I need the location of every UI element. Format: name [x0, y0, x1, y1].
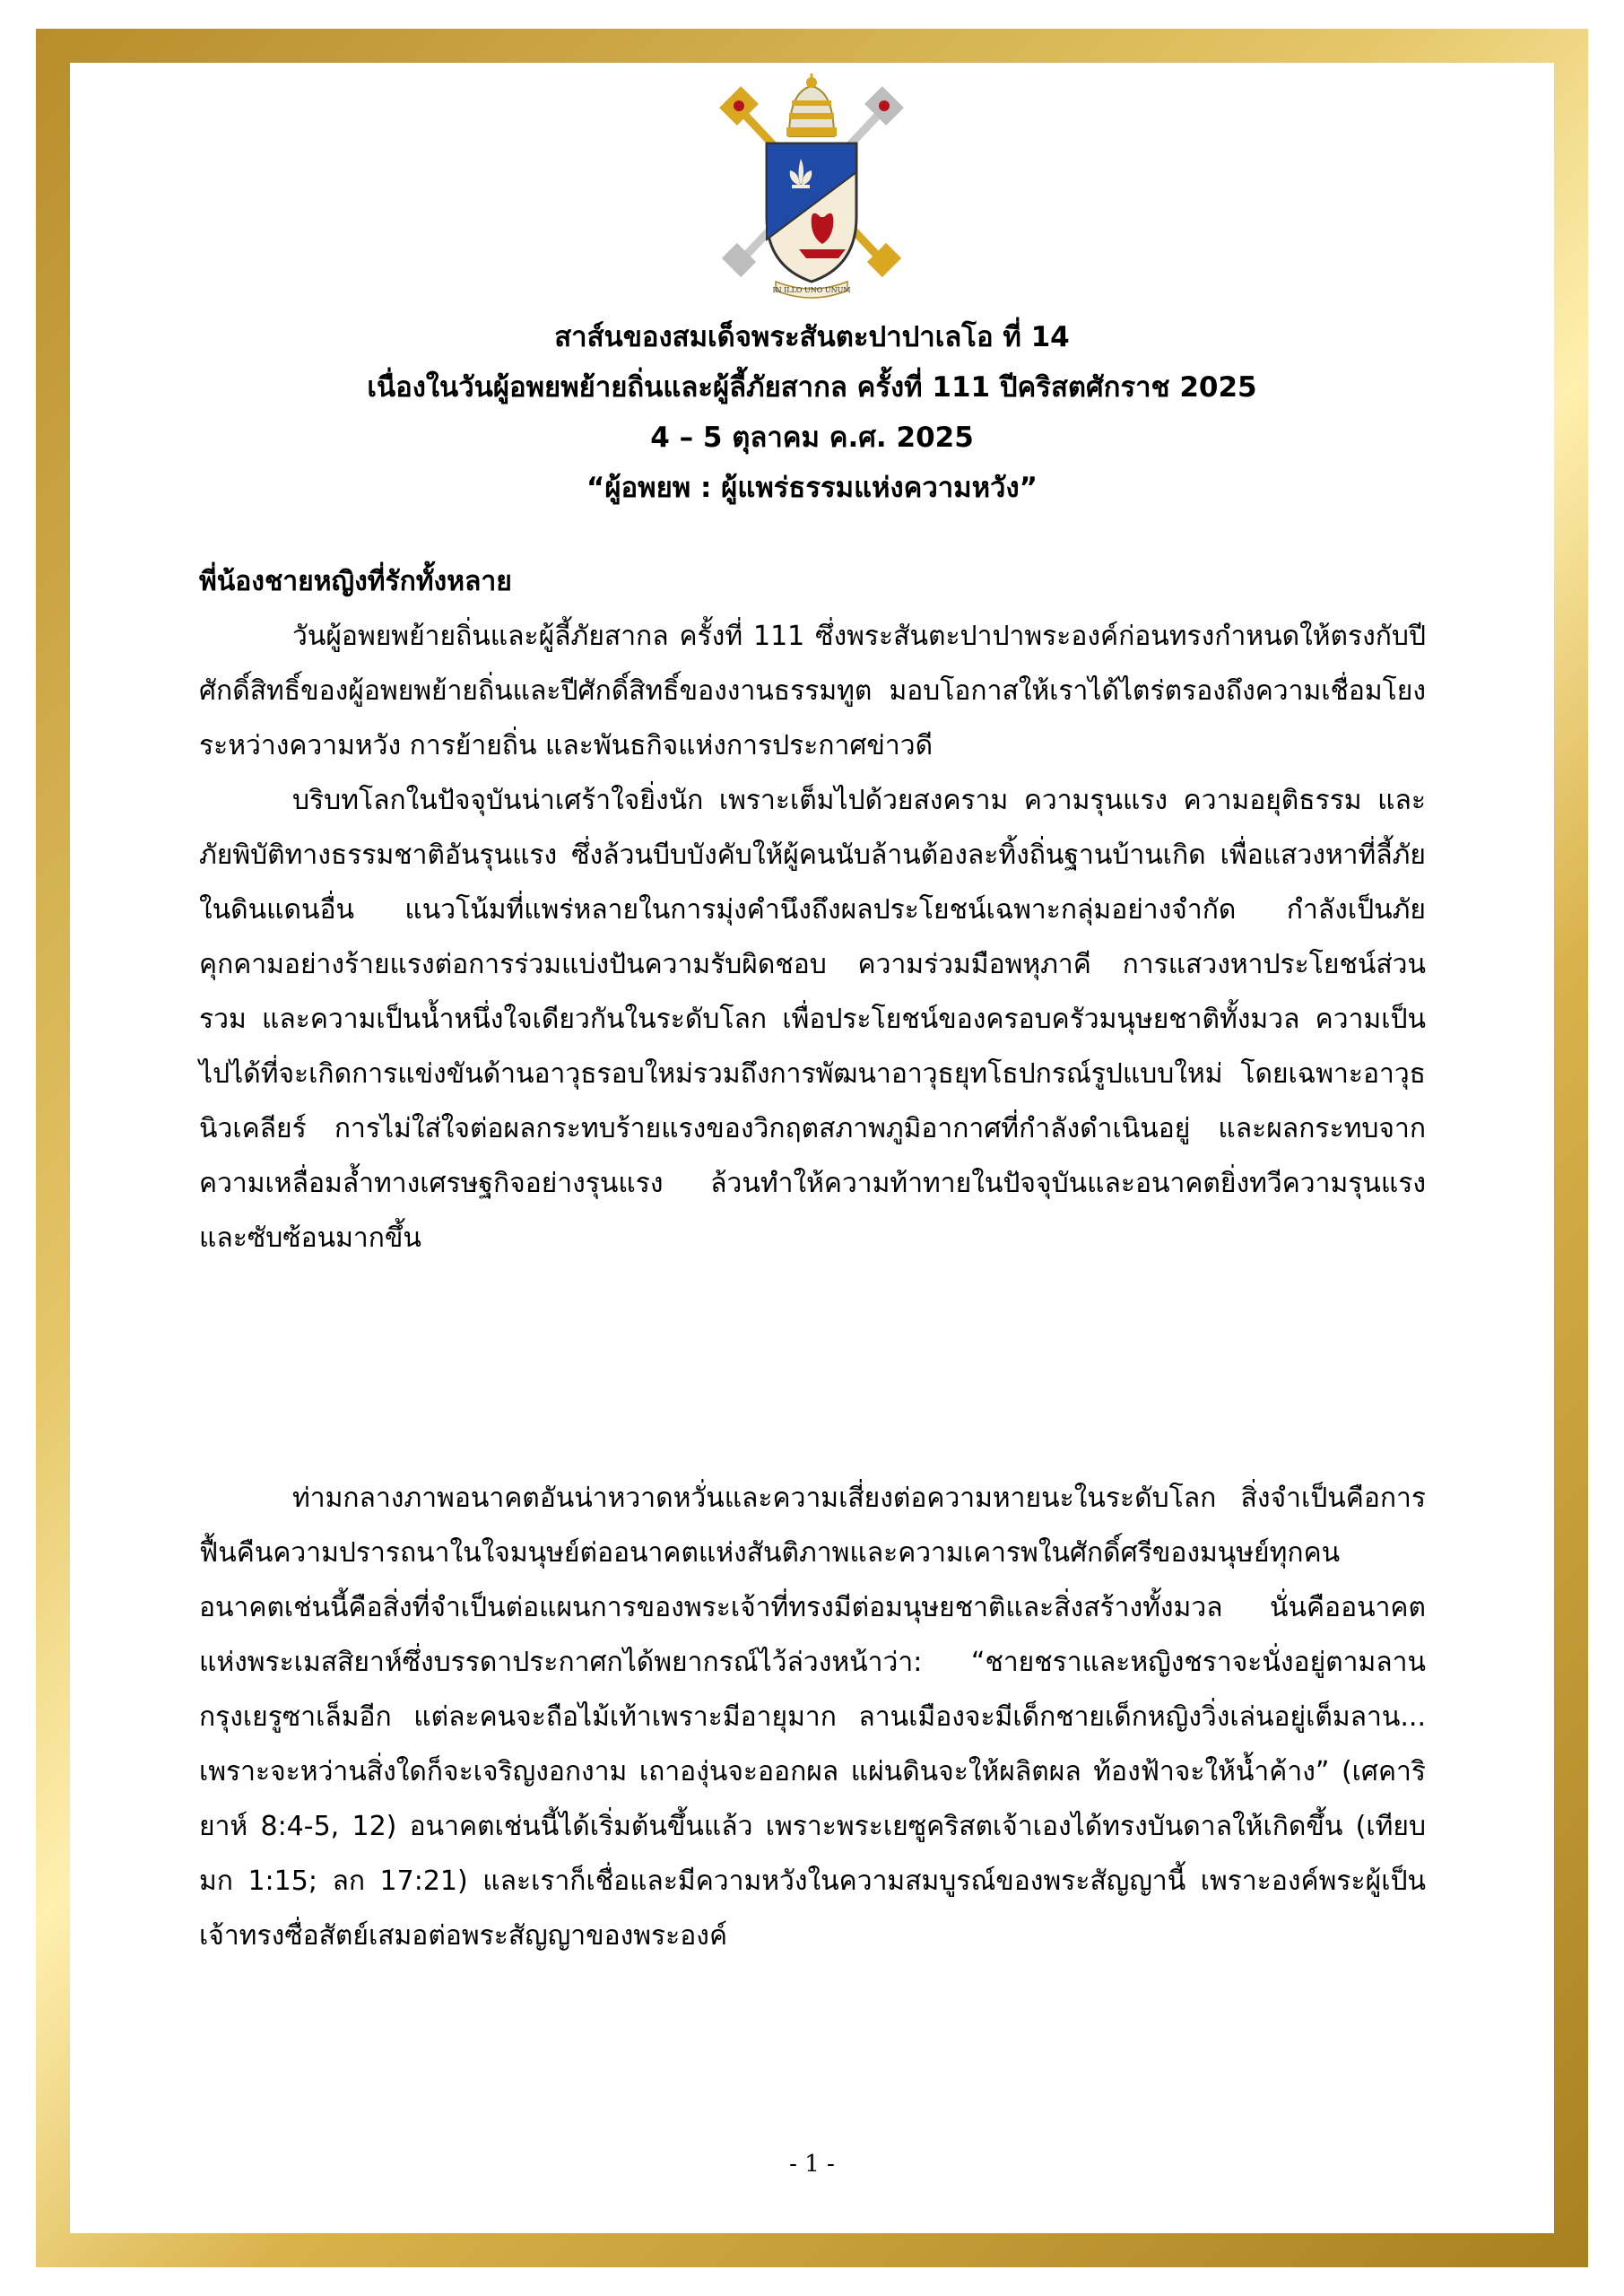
theme-line: “ผู้อพยพ : ผู้แพร่ธรรมแห่งความหวัง”	[586, 472, 1038, 504]
paragraph-1: วันผู้อพยพย้ายถิ่นและผู้ลี้ภัยสากล ครั้งที่ 111 ซึ่งพระสันตะปาปาพระองค์ก่อนทรงกำหนดให้ตรงกับปีศักดิ์สิทธิ์ของผู้อพยพย้ายถิ่นและปีศักดิ์สิทธิ์ของงานธรรมทูต มอบโอกาสให้เราได้ไตร่ตรองถึงความเชื่อมโยงระหว่างความหวัง การย้ายถิ่น และพันธกิจแห่งการประกาศข่าวดี	[199, 621, 1426, 761]
paragraph-2: บริบทโลกในปัจจุบันน่าเศร้าใจยิ่งนัก เพราะเต็มไปด้วยสงคราม ความรุนแรง ความอยุติธรรม และภัยพิบัติทางธรรมชาติอันรุนแรง ซึ่งล้วนบีบบังคับให้ผู้คนนับล้านต้องละทิ้งถิ่นฐานบ้านเกิด เพื่อแสวงหาที่ลี้ภัยในดินแดนอื่น แนวโน้มที่แพร่หลายในการมุ่งคำนึงถึงผลประโยชน์เฉพาะกลุ่มอย่างจำกัด กำลังเป็นภัยคุกคามอย่างร้ายแรงต่อการร่วมแบ่งปันความรับผิดชอบ ความร่วมมือพหุภาคี การแสวงหาประโยชน์ส่วนรวม และความเป็นน้ำหนึ่งใจเดียวกันในระดับโลก เพื่อประโยชน์ของครอบครัวมนุษยชาติทั้งมวล ความเป็นไปได้ที่จะเกิดการแข่งขันด้านอาวุธรอบใหม่รวมถึงการพัฒนาอาวุธยุทโธปกรณ์รูปแบบใหม่ โดยเฉพาะอาวุธนิวเคลียร์ การไม่ใส่ใจต่อผลกระทบร้ายแรงของวิกฤตสภาพภูมิอากาศที่กำลังดำเนินอยู่ และผลกระทบจากความเหลื่อมล้ำทางเศรษฐกิจอย่างรุนแรง ล้วนทำให้ความท้าทายในปัจจุบันและอนาคตยิ่งทวีความรุนแรงและซับซ้อนมากขึ้น	[199, 785, 1426, 1254]
shield-icon	[767, 144, 856, 282]
occasion-line: เนื่องในวันผู้อพยพย้ายถิ่นและผู้ลี้ภัยสากล ครั้งที่ 111 ปีคริสตศักราช 2025	[367, 371, 1257, 404]
papal-coat-of-arms	[713, 74, 910, 302]
date-line: 4 – 5 ตุลาคม ค.ศ. 2025	[650, 422, 974, 454]
message-title: สาส์นของสมเด็จพระสันตะปาปาเลโอ ที่ 14	[554, 321, 1070, 353]
tiara-icon	[786, 74, 837, 136]
page-number: - 1 -	[789, 2151, 835, 2178]
salutation: พี่น้องชายหญิงที่รักทั้งหลาย	[199, 566, 512, 597]
paragraph-3: ท่ามกลางภาพอนาคตอันน่าหวาดหวั่นและความเสี่ยงต่อความหายนะในระดับโลก สิ่งจำเป็นคือการฟื้นคืนความปรารถนาในใจมนุษย์ต่ออนาคตแห่งสันติภาพและความเคารพในศักดิ์ศรีของมนุษย์ทุกคน อนาคตเช่นนี้คือสิ่งที่จำเป็นต่อแผนการของพระเจ้าที่ทรงมีต่อมนุษยชาติและสิ่งสร้างทั้งมวล นั่นคืออนาคตแห่งพระเมสสิยาห์ซึ่งบรรดาประกาศกได้พยากรณ์ไว้ล่วงหน้าว่า: “ชายชราและหญิงชราจะนั่งอยู่ตามลานกรุงเยรูซาเล็มอีก แต่ละคนจะถือไม้เท้าเพราะมีอายุมาก ลานเมืองจะมีเด็กชายเด็กหญิงวิ่งเล่นอยู่เต็มลาน... เพราะจะหว่านสิ่งใดก็จะเจริญงอกงาม เถาองุ่นจะออกผล แผ่นดินจะให้ผลิตผล ท้องฟ้าจะให้น้ำค้าง” (เศคาริยาห์ 8:4-5, 12) อนาคตเช่นนี้ได้เริ่มต้นขึ้นแล้ว เพราะพระเยซูคริสตเจ้าเองได้ทรงบันดาลให้เกิดขึ้น (เทียบ มก 1:15; ลก 17:21) และเราก็เชื่อและมีความหวังในความสมบูรณ์ของพระสัญญานี้ เพราะองค์พระผู้เป็นเจ้าทรงซื่อสัตย์เสมอต่อพระสัญญาของพระองค์	[199, 1483, 1426, 1952]
crest-motto: IN ILLO UNO UNUM	[772, 286, 851, 294]
